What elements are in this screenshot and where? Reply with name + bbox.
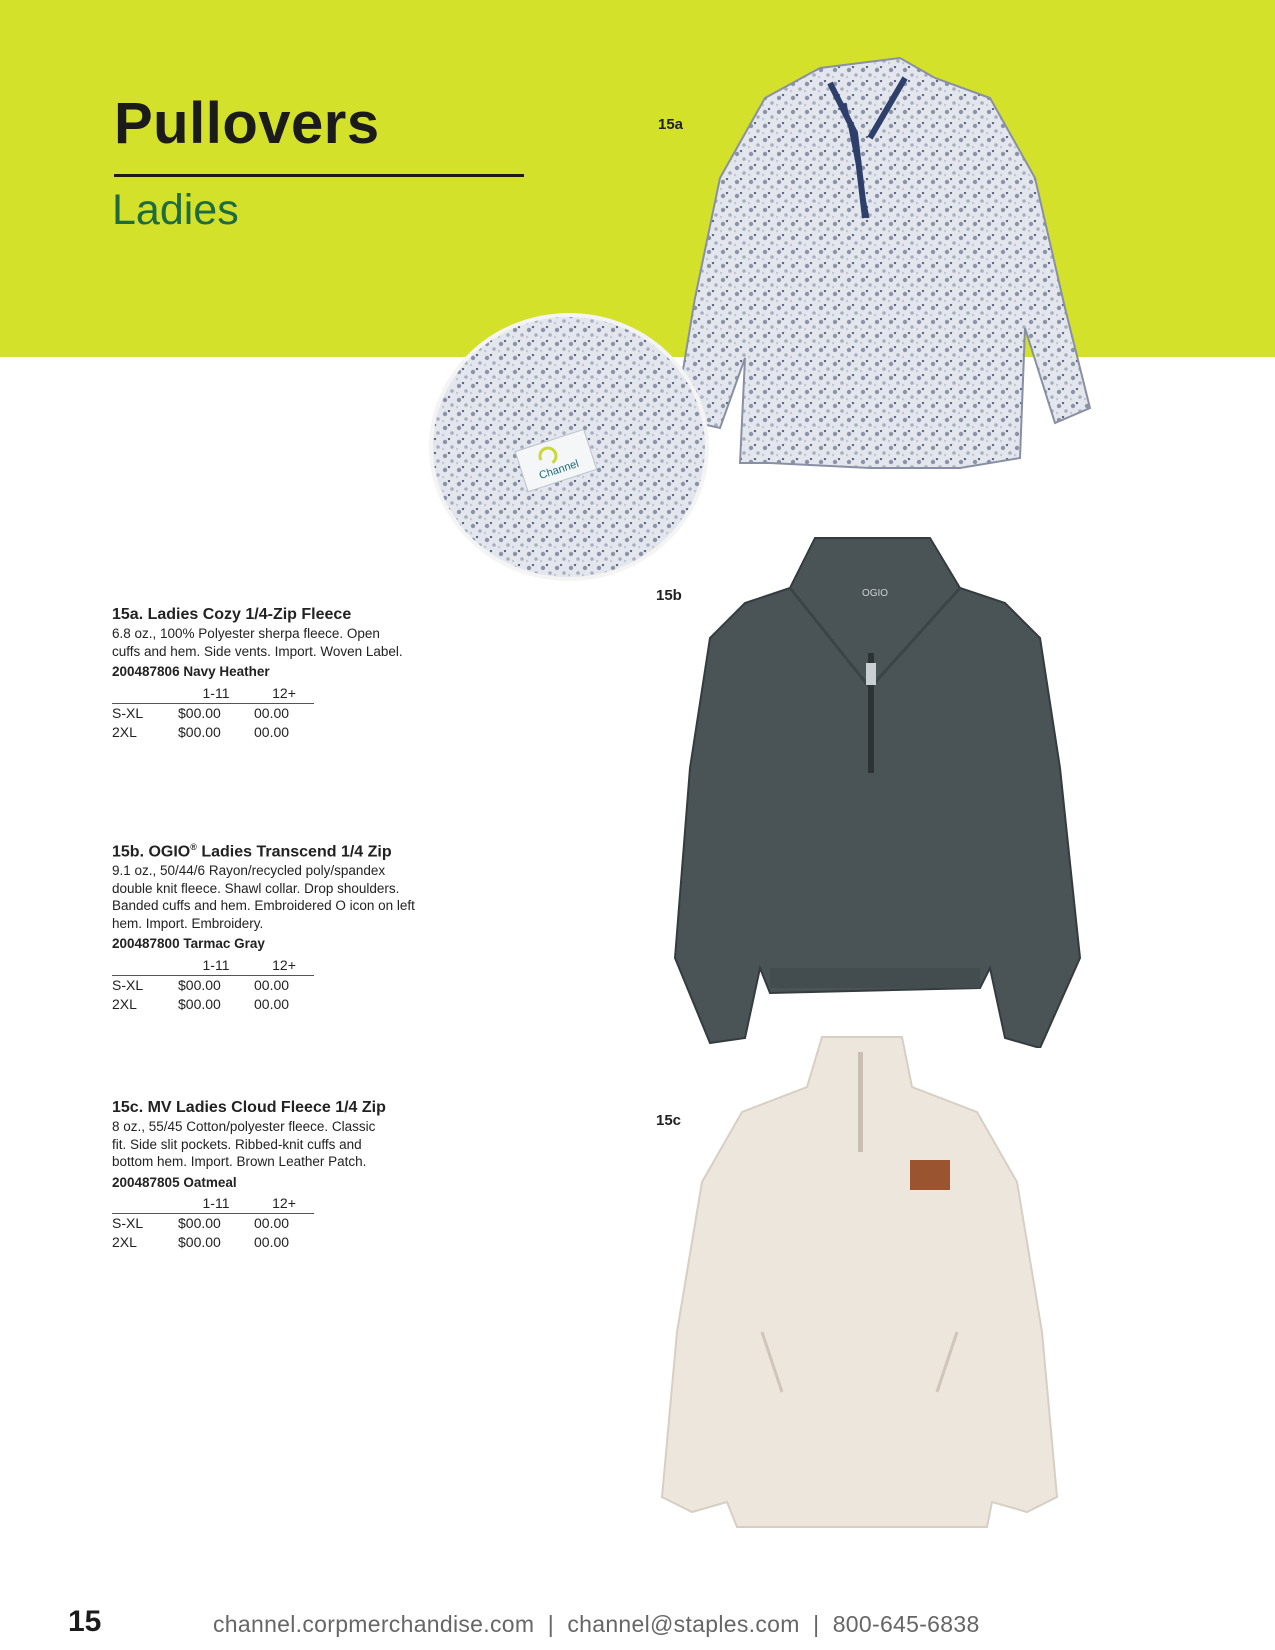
price-table xyxy=(112,684,314,742)
title-part: Ladies Transcend 1/4 Zip xyxy=(196,843,392,861)
price-cell: 00.00 xyxy=(254,995,290,1012)
size-cell: 2XL xyxy=(112,1234,137,1250)
product-15b xyxy=(112,837,512,1014)
size-cell: S-XL xyxy=(112,1215,144,1231)
price-table xyxy=(112,956,314,1014)
description-line: hem. Import. Embroidery. xyxy=(112,915,264,931)
price-row xyxy=(112,975,314,995)
page-number: 15 xyxy=(68,1605,102,1638)
product-15c xyxy=(112,1098,512,1252)
page-subtitle: Ladies xyxy=(112,186,239,234)
product-title: 15c. MV Ladies Cloud Fleece 1/4 Zip xyxy=(112,1099,386,1116)
description-line: 8 oz., 55/45 Cotton/polyester fleece. Classic xyxy=(112,1119,376,1134)
description-line: fit. Side slit pockets. Ribbed-knit cuffs and xyxy=(112,1136,362,1152)
page-title: Pullovers xyxy=(114,91,380,156)
description-line: Banded cuffs and hem. Embroidered O icon on left xyxy=(112,898,415,914)
price-cell: $00.00 xyxy=(178,704,221,721)
product-sku: 200487805 Oatmeal xyxy=(112,1174,237,1190)
product-title xyxy=(112,837,512,862)
product-image-15b xyxy=(660,528,1090,1048)
price-cell: 00.00 xyxy=(254,723,290,740)
price-cell: $00.00 xyxy=(178,976,221,993)
footer-contact-line: channel.corpmerchandise.com | channel@staples.com | 800-645-6838 xyxy=(213,1611,980,1637)
qty-header: 12+ xyxy=(254,956,314,976)
description-line: double knit fleece. Shawl collar. Drop shoulders. xyxy=(112,880,400,896)
item-tag-15b: 15b xyxy=(656,587,682,604)
title-part: 15b. OGIO xyxy=(112,843,191,861)
product-description xyxy=(112,625,512,660)
item-tag-15c: 15c xyxy=(656,1112,682,1129)
description-line: 6.8 oz., 100% Polyester sherpa fleece. Open xyxy=(112,626,380,641)
description-line: cuffs and hem. Side vents. Import. Woven Label. xyxy=(112,643,403,659)
price-row xyxy=(112,723,314,742)
registered-mark: ® xyxy=(190,842,197,852)
size-cell: 2XL xyxy=(112,723,137,740)
size-cell: S-XL xyxy=(112,704,144,721)
description-line: 9.1 oz., 50/44/6 Rayon/recycled poly/spandex xyxy=(112,863,386,879)
qty-header: 12+ xyxy=(254,684,314,704)
title-divider xyxy=(114,174,524,177)
description-line: bottom hem. Import. Brown Leather Patch. xyxy=(112,1154,367,1169)
price-row xyxy=(112,1214,314,1234)
price-cell: $00.00 xyxy=(178,1215,221,1231)
price-cell: $00.00 xyxy=(178,995,221,1012)
qty-header: 1-11 xyxy=(178,1194,254,1214)
price-cell: 00.00 xyxy=(254,1234,290,1250)
price-cell: 00.00 xyxy=(254,1215,290,1231)
price-cell: 00.00 xyxy=(254,976,290,993)
product-description xyxy=(112,862,512,932)
product-sku: 200487800 Tarmac Gray xyxy=(112,936,265,952)
price-cell: $00.00 xyxy=(178,723,221,740)
price-row xyxy=(112,995,314,1014)
item-tag-15a: 15a xyxy=(658,116,684,133)
product-image-15a xyxy=(650,38,1110,498)
woven-label-text: Channel xyxy=(537,457,581,483)
qty-header: 1-11 xyxy=(178,956,254,976)
product-image-15c xyxy=(632,1032,1092,1542)
size-cell: 2XL xyxy=(112,995,137,1012)
product-title: 15a. Ladies Cozy 1/4-Zip Fleece xyxy=(112,606,352,623)
product-description xyxy=(112,1118,512,1171)
price-cell: 00.00 xyxy=(254,704,290,721)
qty-header: 12+ xyxy=(254,1194,314,1214)
qty-header: 1-11 xyxy=(178,684,254,704)
price-cell: $00.00 xyxy=(178,1234,221,1250)
price-row xyxy=(112,703,314,723)
svg-text:OGIO: OGIO xyxy=(861,588,889,599)
product-sku: 200487806 Navy Heather xyxy=(112,664,270,679)
size-cell: S-XL xyxy=(112,976,144,993)
price-table xyxy=(112,1194,314,1252)
price-row xyxy=(112,1233,314,1252)
product-15a xyxy=(112,605,512,742)
